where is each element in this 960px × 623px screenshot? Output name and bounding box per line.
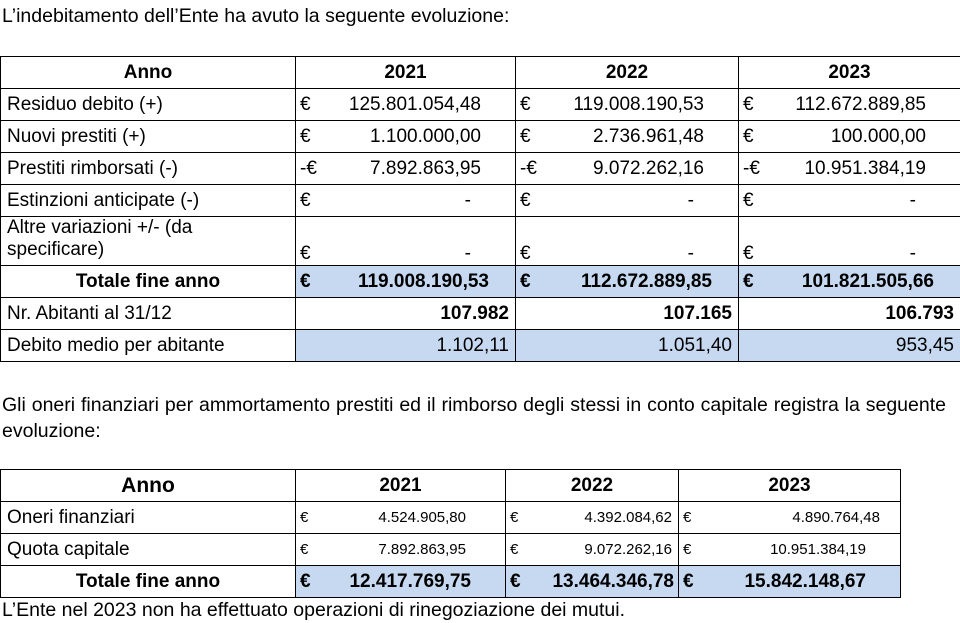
currency-symbol: € [520,94,531,116]
currency-symbol: € [520,126,531,148]
amount: 12.417.769,75 [349,571,501,593]
value-cell [516,121,739,153]
value-cell [296,502,506,534]
value-cell [739,217,960,266]
currency-symbol: -€ [300,158,317,180]
total-cell [506,566,679,598]
amount: 10.951.384,19 [804,158,956,180]
amount: - [688,190,734,212]
value-cell [679,534,901,566]
amount: 7.892.863,95 [370,158,511,180]
amount: 125.801.054,48 [349,94,511,116]
total-cell [739,266,960,298]
currency-symbol: € [300,509,308,526]
currency-symbol: € [683,571,694,593]
row-label: Residuo debito (+) [1,89,296,121]
total-cell [296,266,516,298]
row-label: Prestiti rimborsati (-) [1,153,296,185]
total-row [1,566,901,598]
row-label-line: specificare) [7,239,104,260]
amount: 112.672.889,85 [795,94,956,116]
header-year: 2022 [506,470,679,502]
currency-symbol: € [510,541,518,558]
abitanti-value: 106.793 [739,298,960,330]
amount: - [910,243,956,265]
currency-symbol: € [743,271,754,293]
value-cell [296,217,516,266]
table-row [1,330,960,362]
currency-symbol: € [300,126,311,148]
abitanti-value: 107.982 [296,298,516,330]
abitanti-value: 107.165 [516,298,739,330]
header-year: 2022 [516,57,739,89]
row-label [1,217,296,266]
currency-symbol: € [300,190,311,212]
amount: 2.736.961,48 [593,126,734,148]
debito-medio-value: 953,45 [739,330,960,362]
closing-paragraph: L’Ente nel 2023 non ha effettuato operazioni di rinegoziazione dei mutui. [2,597,625,623]
currency-symbol: € [300,243,311,265]
value-cell [679,502,901,534]
table-row [1,121,960,153]
amount: - [465,190,511,212]
currency-symbol: € [300,94,311,116]
value-cell [516,89,739,121]
currency-symbol: € [520,271,531,293]
currency-symbol: € [743,190,754,212]
header-year: 2023 [739,57,960,89]
value-cell [516,185,739,217]
amount: 9.072.262,16 [584,541,674,558]
amount: 100.000,00 [831,126,956,148]
value-cell [506,502,679,534]
total-label: Totale fine anno [1,566,296,598]
currency-symbol: € [520,190,531,212]
currency-symbol: € [300,541,308,558]
amount: 4.392.084,62 [584,509,674,526]
amount: 1.100.000,00 [370,126,511,148]
value-cell [296,534,506,566]
currency-symbol: -€ [520,158,537,180]
row-label: Oneri finanziari [1,502,296,534]
currency-symbol: € [743,126,754,148]
table-header-row [1,57,960,89]
amount: - [688,243,734,265]
value-cell [296,121,516,153]
total-cell [679,566,901,598]
value-cell [739,89,960,121]
debito-medio-value: 1.051,40 [516,330,739,362]
oneri-table [0,469,901,598]
amount: 15.842.148,67 [744,571,896,593]
total-cell [296,566,506,598]
header-year: 2021 [296,57,516,89]
currency-symbol: € [520,243,531,265]
amount: 119.008.190,53 [358,271,511,293]
amount: 7.892.863,95 [378,541,501,558]
currency-symbol: € [300,271,311,293]
value-cell [296,153,516,185]
amount: 4.524.905,80 [378,509,501,526]
currency-symbol: € [510,509,518,526]
amount: 10.951.384,19 [770,541,896,558]
amount: 112.672.889,85 [581,271,734,293]
value-cell [739,121,960,153]
currency-symbol: -€ [743,158,760,180]
amount: - [465,243,511,265]
total-row [1,266,960,298]
oneri-paragraph: Gli oneri finanziari per ammortamento prestiti ed il rimborso degli stessi in conto capitale registra la seguente evoluzione: [2,392,946,444]
header-year: 2021 [296,470,506,502]
table-row [1,185,960,217]
table-row [1,217,960,266]
table-row [1,502,901,534]
value-cell [296,89,516,121]
row-label: Nuovi prestiti (+) [1,121,296,153]
currency-symbol: € [300,571,311,593]
value-cell [739,153,960,185]
header-anno: Anno [1,57,296,89]
currency-symbol: € [683,509,691,526]
row-label-line: Altre variazioni +/- (da [7,217,192,238]
total-label: Totale fine anno [1,266,296,298]
table-row [1,534,901,566]
total-cell [516,266,739,298]
value-cell [739,185,960,217]
row-label: Estinzioni anticipate (-) [1,185,296,217]
value-cell [296,185,516,217]
amount: 101.821.505,66 [802,271,956,293]
currency-symbol: € [743,94,754,116]
row-label: Quota capitale [1,534,296,566]
table-header-row [1,470,901,502]
header-year: 2023 [679,470,901,502]
amount: 4.890.764,48 [792,509,896,526]
currency-symbol: € [683,541,691,558]
table-row [1,298,960,330]
header-anno: Anno [1,470,296,502]
table-row [1,89,960,121]
row-label: Debito medio per abitante [1,330,296,362]
amount: - [910,190,956,212]
debt-evolution-table [0,56,960,362]
amount: 119.008.190,53 [573,94,734,116]
value-cell [516,153,739,185]
value-cell [516,217,739,266]
amount: 9.072.262,16 [593,158,734,180]
row-label: Nr. Abitanti al 31/12 [1,298,296,330]
intro-paragraph: L’indebitamento dell’Ente ha avuto la seguente evoluzione: [2,3,509,29]
amount: 13.464.346,78 [552,571,674,593]
currency-symbol: € [743,243,754,265]
value-cell [506,534,679,566]
debito-medio-value: 1.102,11 [296,330,516,362]
table-row [1,153,960,185]
currency-symbol: € [510,571,521,593]
